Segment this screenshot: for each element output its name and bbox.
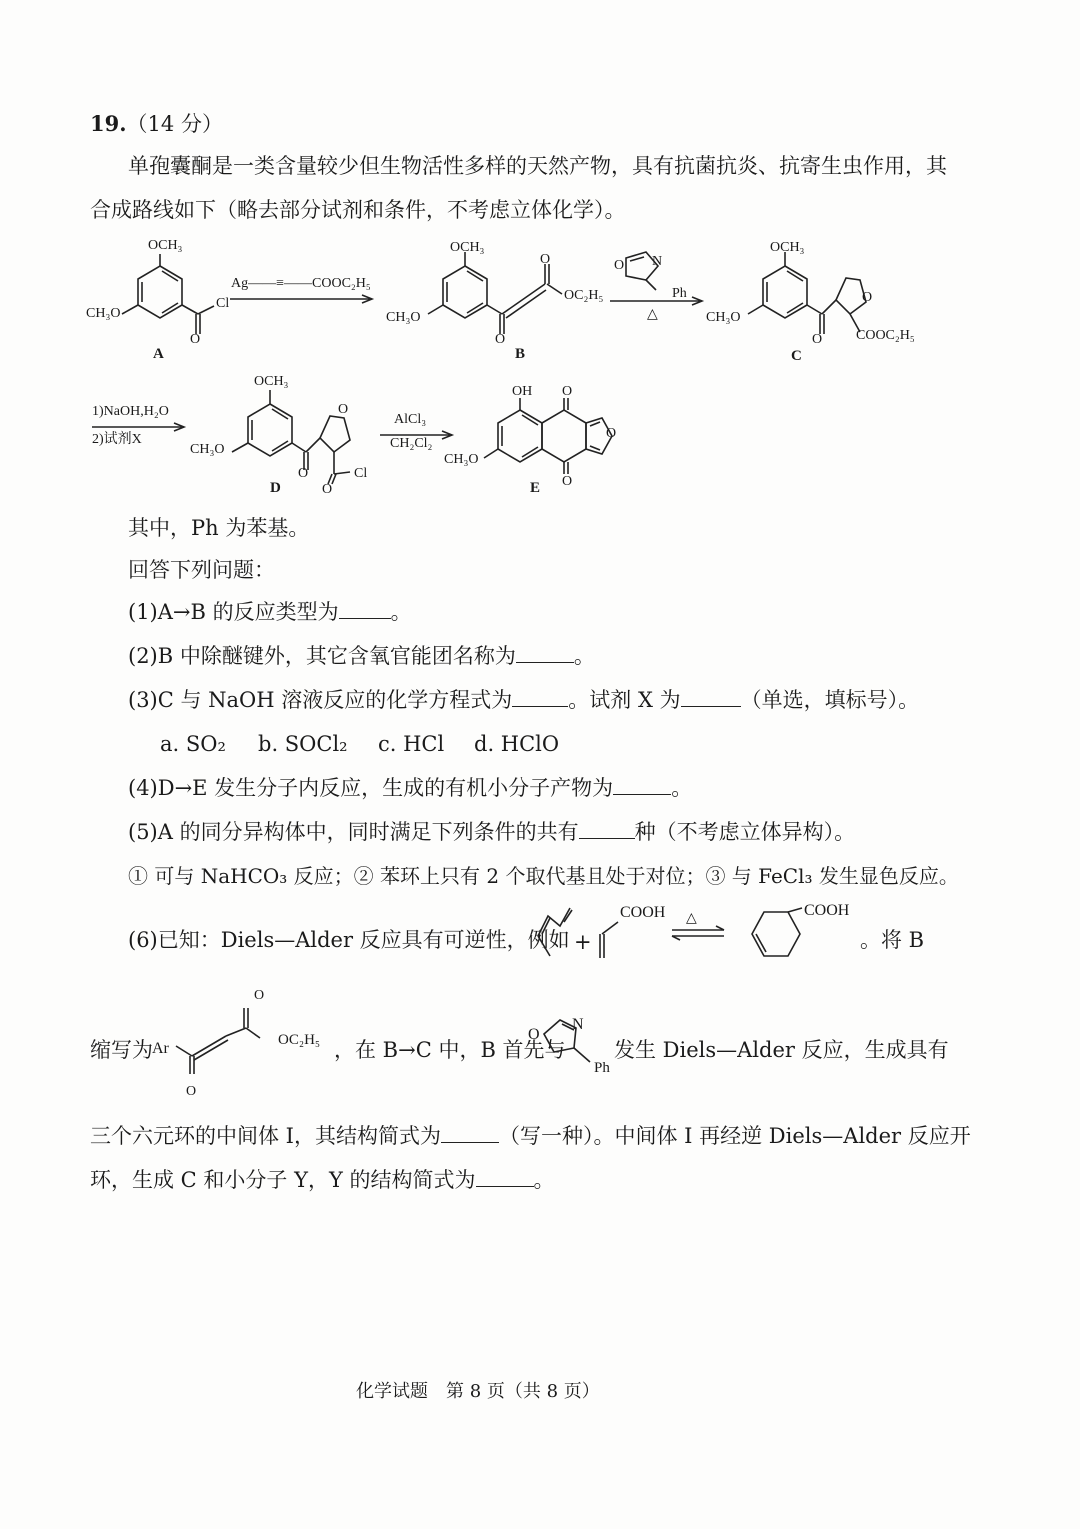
e-furan-o: O bbox=[606, 426, 617, 441]
q3-option-d: d. HClO bbox=[474, 732, 560, 756]
b-abbrev-o-top: O bbox=[254, 988, 265, 1003]
a-o: O bbox=[190, 332, 201, 347]
reagent-cd-1: 1)NaOH,H₂O bbox=[92, 404, 169, 419]
arrow-ab bbox=[228, 294, 378, 306]
q6-line-3 bbox=[90, 1122, 971, 1150]
q6-line-2-mid: ，在 B→C 中，B 首先与 bbox=[334, 1038, 566, 1062]
q6-line-3-a: 三个六元环的中间体 I，其结构简式为 bbox=[90, 1124, 441, 1148]
oxazole-n: N bbox=[652, 254, 663, 269]
arrow-bc bbox=[608, 296, 708, 308]
d-furan-o: O bbox=[338, 402, 349, 417]
c-cooc2h5: COOC₂H₅ bbox=[856, 328, 915, 343]
b-o-top: O bbox=[540, 252, 551, 267]
q3-blank-1[interactable] bbox=[512, 686, 568, 707]
equilibrium-arrow bbox=[670, 926, 730, 942]
q5-text-a: (5)A 的同分异构体中，同时满足下列条件的共有 bbox=[128, 820, 579, 844]
q6-oxazole-ph: Ph bbox=[594, 1060, 610, 1076]
q3 bbox=[128, 686, 919, 714]
oxazole-o: O bbox=[614, 258, 625, 273]
q4-text: (4)D→E 发生分子内反应，生成的有机小分子产物为 bbox=[128, 776, 614, 800]
q6-oxazole-n: N bbox=[572, 1016, 584, 1033]
d-och3: OCH₃ bbox=[254, 374, 289, 389]
q2-end: 。 bbox=[573, 644, 595, 668]
q1 bbox=[128, 598, 412, 626]
reagent-de-2: CH₂Cl₂ bbox=[390, 436, 433, 451]
e-o-bottom: O bbox=[562, 474, 573, 489]
b-ch3o: CH₃O bbox=[386, 310, 421, 325]
q5 bbox=[128, 818, 855, 846]
q3-text-a: (3)C 与 NaOH 溶液反应的化学方程式为 bbox=[128, 688, 513, 712]
q6-line-4-end: 。 bbox=[533, 1168, 555, 1192]
q3-option-b: b. SOCl₂ bbox=[258, 732, 348, 756]
b-oc2h5: OC₂H₅ bbox=[564, 288, 604, 303]
q6-line-2-end: 发生 Diels—Alder 反应，生成具有 bbox=[614, 1038, 949, 1062]
q6-line-4-a: 环，生成 C 和小分子 Y，Y 的结构简式为 bbox=[90, 1168, 476, 1192]
q6-cooh-product: COOH bbox=[804, 902, 850, 919]
q3-option-a: a. SO₂ bbox=[160, 732, 226, 756]
q4-end: 。 bbox=[671, 776, 693, 800]
q6-delta: △ bbox=[686, 911, 697, 926]
d-o: O bbox=[298, 466, 309, 481]
q6-oxazole-o: O bbox=[528, 1026, 540, 1043]
c-o: O bbox=[812, 332, 823, 347]
d-ch3o: CH₃O bbox=[190, 442, 225, 457]
note-ph: 其中，Ph 为苯基。 bbox=[128, 516, 310, 540]
q1-blank[interactable] bbox=[339, 598, 391, 619]
q4-blank[interactable] bbox=[613, 774, 671, 795]
q2-blank[interactable] bbox=[516, 642, 574, 663]
b-abbrev-o-bottom: O bbox=[186, 1084, 197, 1099]
c-ch3o: CH₃O bbox=[706, 310, 741, 325]
label-a: A bbox=[153, 346, 164, 362]
q3-blank-2[interactable] bbox=[681, 686, 741, 707]
q6-line-1: (6)已知：Diels—Alder 反应具有可逆性，例如 bbox=[128, 928, 570, 952]
q3-text-c: （单选，填标号）。 bbox=[740, 688, 920, 712]
c-och3: OCH₃ bbox=[770, 240, 805, 255]
prompt: 回答下列问题： bbox=[128, 558, 275, 582]
oxazole-ph: Ph bbox=[672, 286, 687, 301]
question-points: （14 分） bbox=[126, 112, 223, 136]
b-o: O bbox=[495, 332, 506, 347]
cond-bc: △ bbox=[647, 307, 658, 322]
question-number: 19. bbox=[90, 111, 127, 136]
reagent-cd-2: 2)试剂X bbox=[92, 432, 142, 447]
reagent-ab: Ag——≡——COOC₂H₅ bbox=[231, 276, 371, 291]
e-ch3o: CH₃O bbox=[444, 452, 479, 467]
a-ch3o: CH₃O bbox=[86, 306, 121, 321]
q6-line-3-b: （写一种）。中间体 I 再经逆 Diels—Alder 反应开 bbox=[498, 1124, 971, 1148]
q2-text: (2)B 中除醚键外，其它含氧官能团名称为 bbox=[128, 644, 516, 668]
label-c: C bbox=[791, 348, 802, 364]
q6-line-1-end: 。将 B bbox=[860, 928, 925, 952]
q6-blank-1[interactable] bbox=[441, 1122, 499, 1143]
q1-text: (1)A→B 的反应类型为 bbox=[128, 600, 339, 624]
d-cl: Cl bbox=[354, 466, 368, 481]
label-d: D bbox=[270, 480, 281, 496]
q6-cooh-reactant: COOH bbox=[620, 904, 666, 921]
q5-conditions: ① 可与 NaHCO₃ 反应；② 苯环上只有 2 个取代基且处于对位；③ 与 FeCl₃ 发生显色反应。 bbox=[128, 864, 959, 888]
q6-ar: Ar bbox=[152, 1040, 169, 1057]
c-furan-o: O bbox=[862, 290, 873, 305]
b-och3: OCH₃ bbox=[450, 240, 485, 255]
label-e: E bbox=[530, 480, 541, 496]
q6-plus: + bbox=[574, 930, 592, 954]
b-abbrev-oc2h5: OC₂H₅ bbox=[278, 1032, 321, 1048]
intro-line-2: 合成路线如下（略去部分试剂和条件，不考虑立体化学）。 bbox=[90, 198, 626, 222]
page-footer: 化学试题 第 8 页（共 8 页） bbox=[356, 1381, 600, 1402]
reagent-de-1: AlCl₃ bbox=[394, 412, 427, 427]
q5-text-b: 种（不考虑立体异构）。 bbox=[634, 820, 856, 844]
q6-blank-2[interactable] bbox=[476, 1166, 534, 1187]
intro-line-1: 单孢囊酮是一类含量较少但生物活性多样的天然产物，具有抗菌抗炎、抗寄生虫作用，其 bbox=[128, 154, 947, 178]
a-och3: OCH₃ bbox=[148, 238, 183, 253]
d-o-acyl: O bbox=[322, 482, 333, 497]
q3-option-c: c. HCl bbox=[378, 732, 445, 756]
q5-blank[interactable] bbox=[579, 818, 635, 839]
q4 bbox=[128, 774, 692, 802]
q6-line-4 bbox=[90, 1166, 555, 1194]
a-cl: Cl bbox=[216, 296, 230, 311]
q6-abbrev-text: 缩写为 bbox=[90, 1038, 153, 1062]
question-header bbox=[90, 110, 223, 138]
e-o-top: O bbox=[562, 384, 573, 399]
label-b: B bbox=[515, 346, 526, 362]
e-oh: OH bbox=[512, 384, 533, 399]
q3-text-b: 。试剂 X 为 bbox=[568, 688, 681, 712]
q2 bbox=[128, 642, 595, 670]
q1-end: 。 bbox=[390, 600, 412, 624]
